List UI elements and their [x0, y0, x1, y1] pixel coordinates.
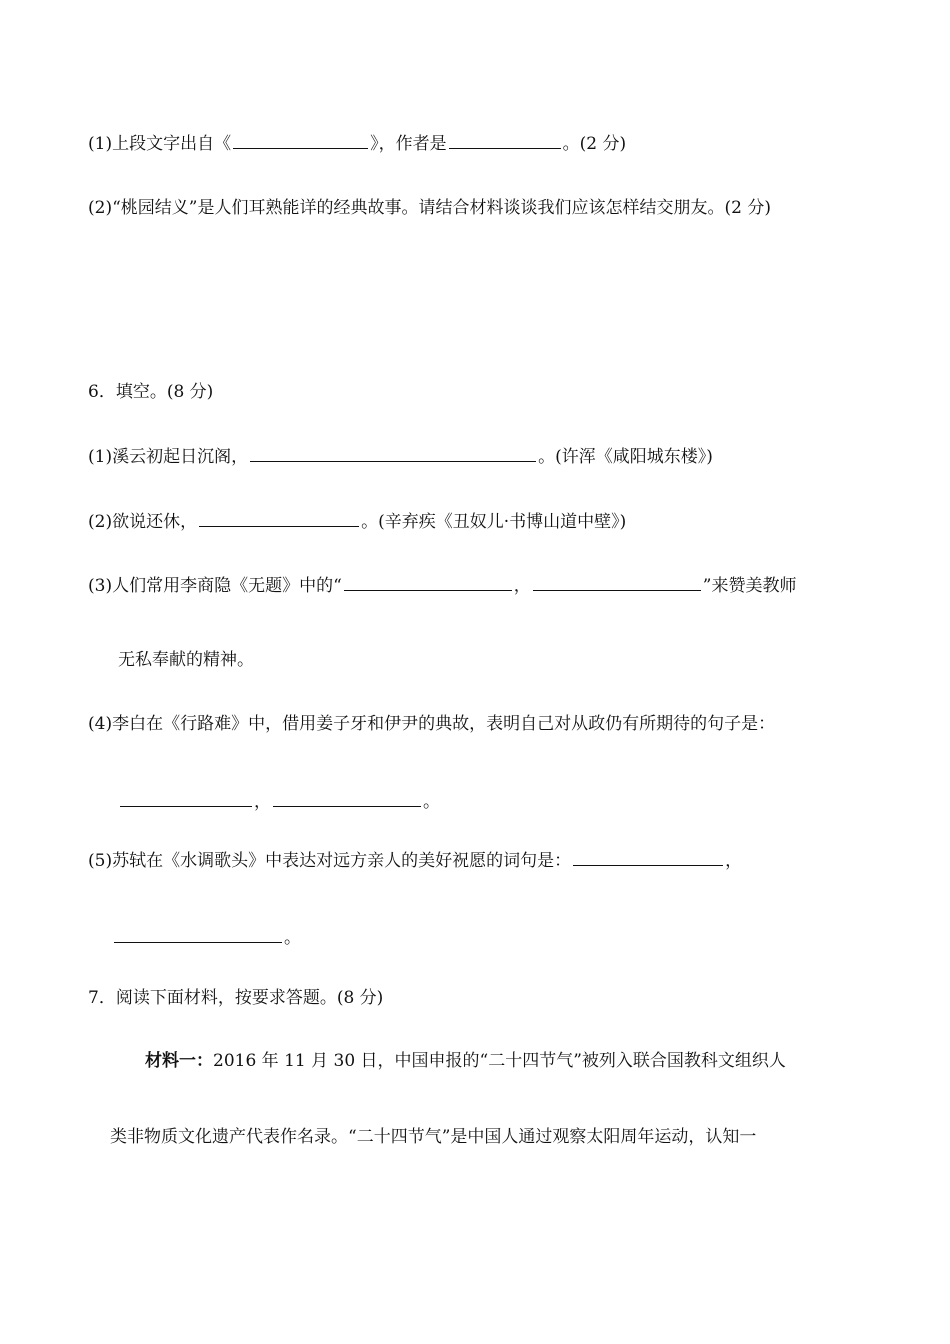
- q6-part3-blank-1[interactable]: [344, 573, 512, 591]
- q7-material-text-1: 2016 年 11 月 30 日，中国申报的“二十四节气”被列入联合国教科文组织人: [213, 1051, 786, 1071]
- q6-part2-suffix: 。(辛弃疾《丑奴儿·书博山道中壁》): [361, 512, 627, 532]
- q6-part5-prefix: (5)苏轼在《水调歌头》中表达对远方亲人的美好祝愿的词句是：: [88, 851, 572, 871]
- q7-material-line-1: [145, 1049, 865, 1073]
- q5-part1-author-blank[interactable]: [449, 131, 561, 149]
- q6-part3-blank-2[interactable]: [533, 573, 701, 591]
- q6-part4-comma: ，: [254, 792, 271, 812]
- q5-part1: [88, 131, 868, 156]
- q7-material-label: 材料一：: [145, 1051, 213, 1071]
- q6-part5-blank-2[interactable]: [114, 925, 282, 943]
- q6-part3-comma: ，: [513, 576, 531, 596]
- q6-part3-prefix: (3)人们常用李商隐《无题》中的“: [88, 576, 342, 596]
- q6-part4: (4)李白在《行路难》中，借用姜子牙和伊尹的典故，表明自己对从政仍有所期待的句子是：: [88, 714, 776, 734]
- q6-part3: [88, 573, 868, 598]
- q6-part5-answer: [112, 925, 892, 950]
- q5-part2: (2)“桃园结义”是人们耳熟能详的经典故事。请结合材料谈谈我们应该怎样结交朋友。(2 分): [88, 198, 771, 218]
- q5-part1-source-blank[interactable]: [233, 131, 368, 149]
- q6-part1-suffix: 。(许浑《咸阳城东楼》): [538, 447, 713, 467]
- q6-part5-blank-1[interactable]: [573, 848, 723, 866]
- q6-heading: 6．填空。(8 分): [88, 382, 214, 402]
- q6-part4-end: 。: [423, 792, 440, 812]
- q6-part2-prefix: (2)欲说还休，: [88, 512, 198, 532]
- q6-part1: [88, 444, 868, 469]
- q6-part1-blank[interactable]: [250, 444, 536, 462]
- q6-part1-prefix: (1)溪云初起日沉阁，: [88, 447, 249, 467]
- q6-part2-blank[interactable]: [199, 509, 359, 527]
- q6-part3-continuation: 无私奉献的精神。: [118, 650, 254, 670]
- q5-part1-prefix: (1)上段文字出自《: [88, 134, 232, 154]
- q5-part1-mid: 》，作者是: [370, 134, 447, 154]
- q6-part4-blank-2[interactable]: [273, 789, 421, 807]
- q6-part5-comma: ，: [725, 851, 743, 871]
- q6-part5: [88, 848, 868, 873]
- q7-heading: 7．阅读下面材料，按要求答题。(8 分): [88, 988, 384, 1008]
- q6-part2: [88, 509, 868, 534]
- q7-material-line-2: 类非物质文化遗产代表作名录。“二十四节气”是中国人通过观察太阳周年运动，认知一: [110, 1127, 757, 1147]
- q6-part5-end: 。: [284, 928, 301, 948]
- q6-part3-suffix: ”来赞美教师: [702, 576, 797, 596]
- q5-part1-suffix: 。(2 分): [562, 134, 627, 154]
- q6-part4-answer: [118, 789, 898, 814]
- q6-part4-blank-1[interactable]: [120, 789, 252, 807]
